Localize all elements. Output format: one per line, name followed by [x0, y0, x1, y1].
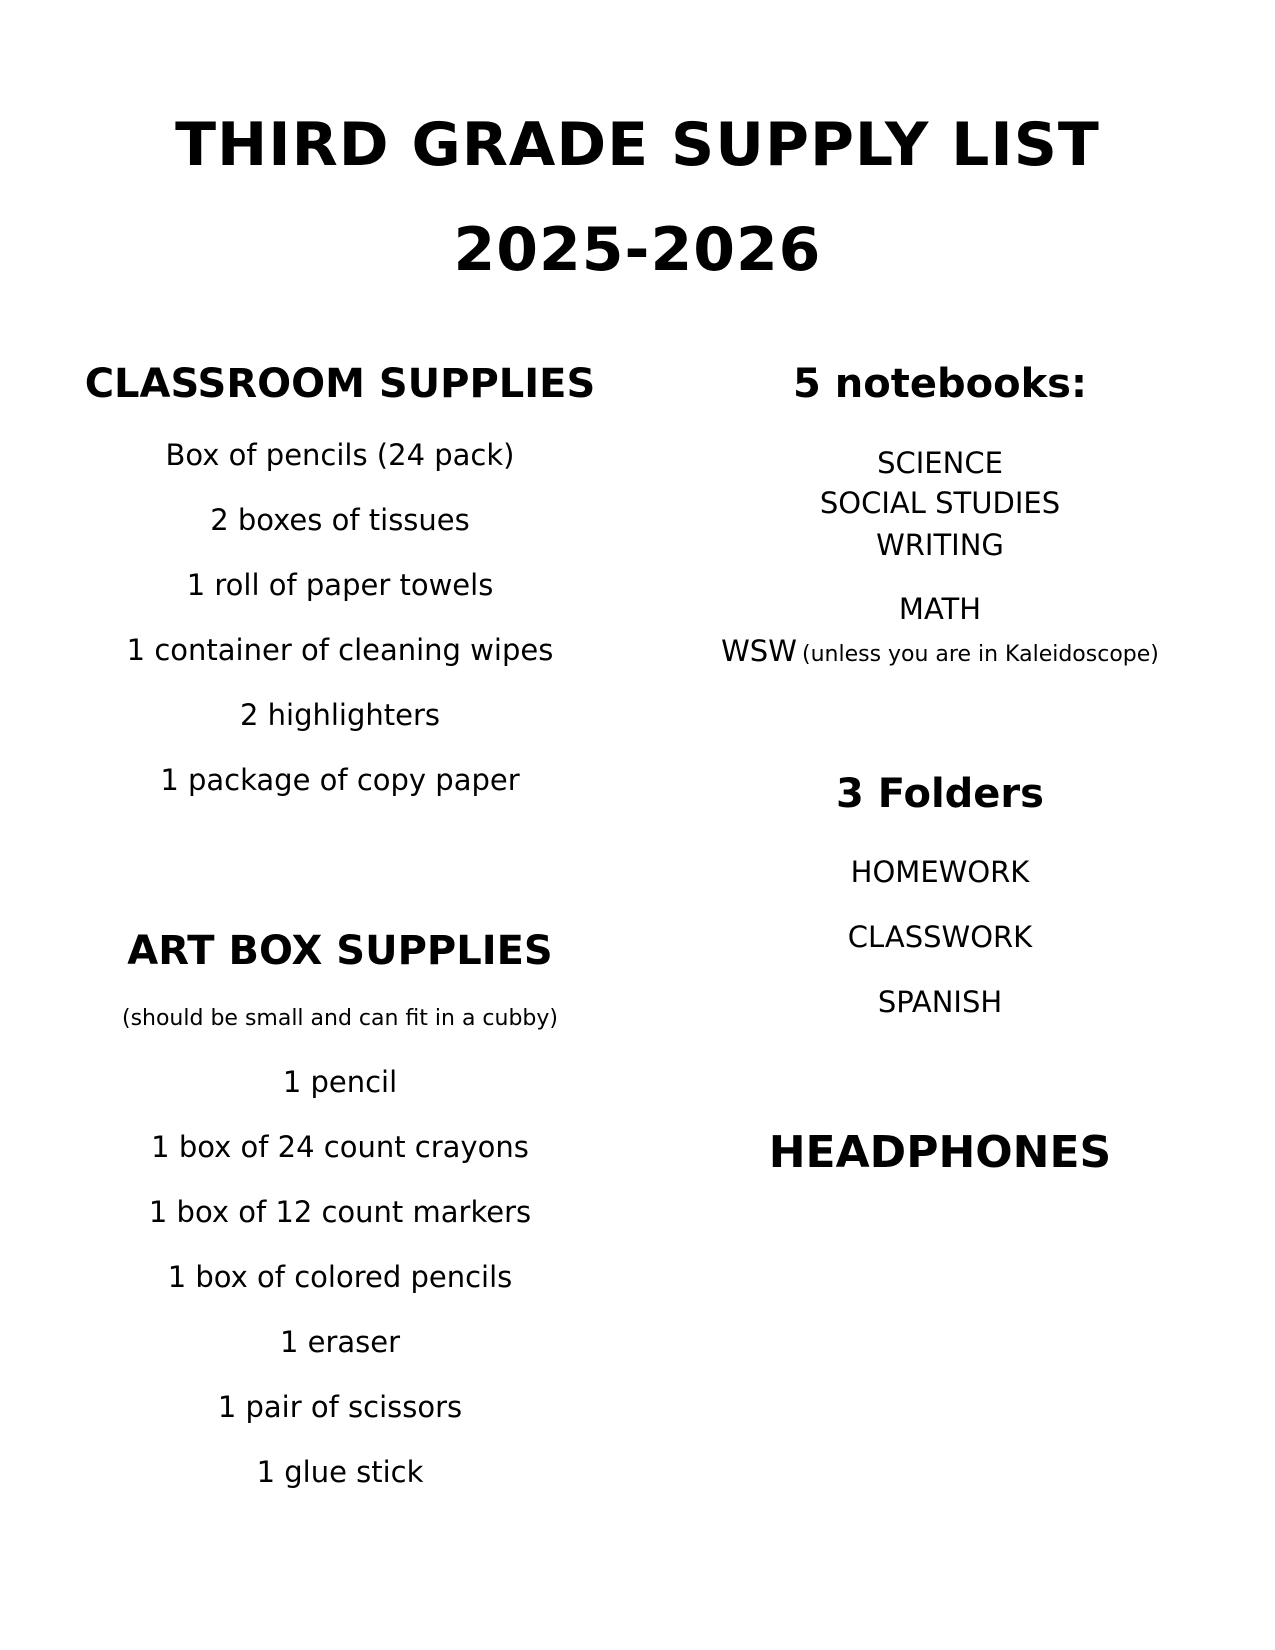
art-box-note: (should be small and can fit in a cubby) — [121, 1006, 558, 1031]
list-item: SPANISH — [877, 985, 1003, 1019]
school-year: 2025-2026 — [453, 215, 822, 285]
list-item: WRITING — [876, 528, 1004, 562]
wsw-label: WSW — [721, 634, 797, 668]
classroom-supplies-heading: CLASSROOM SUPPLIES — [84, 361, 596, 407]
list-item: HOMEWORK — [850, 855, 1030, 889]
list-item: 1 glue stick — [256, 1455, 424, 1489]
wsw-line — [680, 634, 1200, 668]
list-item: MATH — [898, 592, 982, 626]
list-item: SCIENCE — [877, 446, 1003, 480]
headphones-heading: HEADPHONES — [768, 1127, 1112, 1178]
list-item: 1 roll of paper towels — [186, 568, 494, 602]
notebooks-heading: 5 notebooks: — [793, 361, 1087, 407]
art-box-supplies-heading: ART BOX SUPPLIES — [127, 928, 553, 974]
list-item: 1 pair of scissors — [217, 1390, 463, 1424]
list-item: 1 pencil — [282, 1065, 398, 1099]
list-item: 1 box of colored pencils — [167, 1260, 513, 1294]
folders-heading: 3 Folders — [836, 771, 1044, 817]
page-title: THIRD GRADE SUPPLY LIST — [175, 110, 1100, 180]
wsw-note: (unless you are in Kaleidoscope) — [801, 642, 1159, 667]
list-item: SOCIAL STUDIES — [819, 486, 1061, 520]
list-item: 1 box of 24 count crayons — [151, 1130, 529, 1164]
list-item: 1 box of 12 count markers — [148, 1195, 532, 1229]
list-item: CLASSWORK — [847, 920, 1033, 954]
list-item: 1 container of cleaning wipes — [126, 633, 554, 667]
list-item: 1 package of copy paper — [160, 763, 520, 797]
list-item: 2 highlighters — [239, 698, 441, 732]
list-item: 1 eraser — [279, 1325, 401, 1359]
list-item: Box of pencils (24 pack) — [165, 438, 515, 472]
list-item: 2 boxes of tissues — [210, 503, 470, 537]
